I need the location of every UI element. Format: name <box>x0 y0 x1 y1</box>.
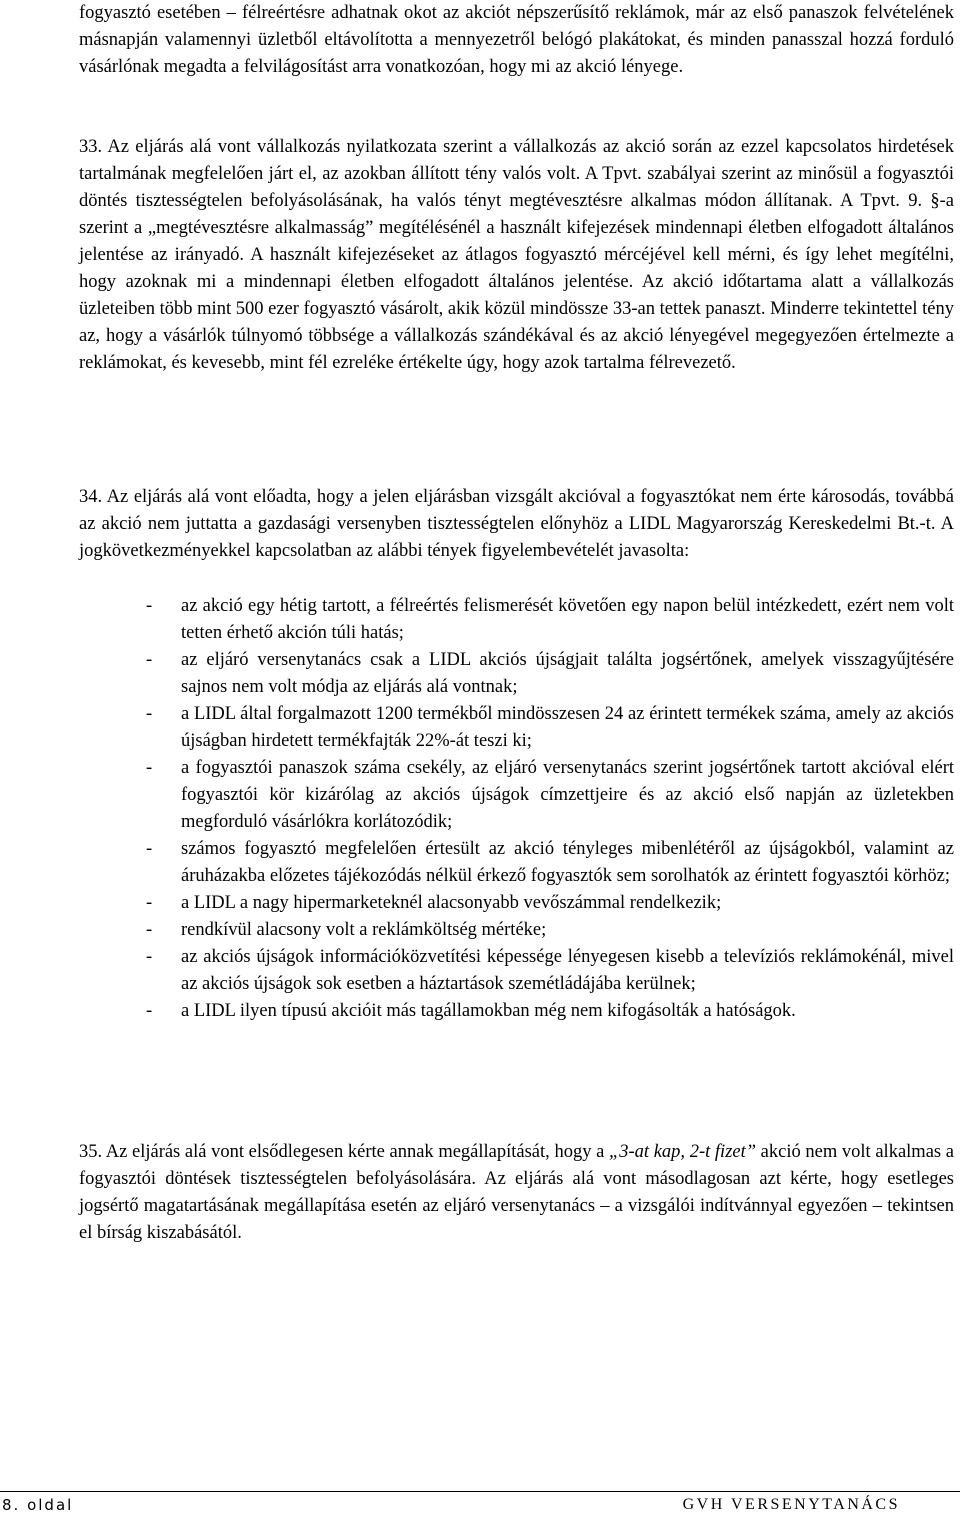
dash-list <box>79 593 954 1025</box>
footer-page-number: 8. oldal <box>2 1496 74 1514</box>
list-dash: - <box>146 596 153 616</box>
list-item <box>79 755 954 836</box>
paragraph-34: 34. Az eljárás alá vont előadta, hogy a jelen eljárásban vizsgált akcióval a fogyasztókat nem érte károsodás, továbbá az akció nem juttatta a gazdasági versenyben tisztességtelen előnyhöz a LIDL Magyarország Kereskedelmi Bt.-t. A jogkövetkezményekkel kapcsolatban az alábbi tények figyelembevételét javasolta: <box>79 487 954 561</box>
footer-divider <box>0 1491 960 1492</box>
list-dash: - <box>146 650 153 670</box>
footer-organization: GVH VERSENYTANÁCS <box>682 1496 900 1513</box>
list-dash: - <box>146 704 153 724</box>
paragraph-33: 33. Az eljárás alá vont vállalkozás nyilatkozata szerint a vállalkozás az akció során az ezzel kapcsolatos hirdetések tartalmának megfelelően járt el, az azokban állított tény valós volt. A Tpvt. szabályai szerint az minősül a fogyasztói döntés tisztességtelen befolyásolásának, ha valós tényt megtévesztésre alkalmas módon állítanak. A Tpvt. 9. §-a szerint a „megtévesztésre alkalmasság” megítélésénél a használt kifejezések mindennapi életben elfogadott általános jelentése az irányadó. A használt kifejezéseket az átlagos fogyasztó mércéjével kell mérni, és így lehet megítélni, hogy azoknak mi a mindennapi életben elfogadott általános jelentése. Az akció időtartama alatt a vállalkozás üzleteiben több mint 500 ezer fogyasztó vásárolt, akik közül mindössze 33-an tettek panaszt. Minderre tekintettel tény az, hogy a vásárlók túlnyomó többsége a vállalkozás szándékával és az akció lényegével megegyezően értelmezte a reklámokat, és kevesebb, mint fél ezreléke értékelte úgy, hogy azok tartalma félrevezető. <box>79 137 954 373</box>
list-item-text: rendkívül alacsony volt a reklámköltség mértéke; <box>181 920 547 940</box>
list-item <box>79 917 954 944</box>
list-item-text: a LIDL által forgalmazott 1200 termékből mindösszesen 24 az érintett termékek száma, amely az akciós újságban hirdetett termékfajták 22%-át teszi ki; <box>181 704 954 751</box>
list-dash: - <box>146 758 153 778</box>
list-item <box>79 998 954 1025</box>
paragraph-intro: fogyasztó esetében – félreértésre adhatnak okot az akciót népszerűsítő reklámok, már az első panaszok felvételének másnapján valamennyi üzletből eltávolította a mennyezetről belógó plakátokat, és minden panasszal hozzá forduló vásárlónak megadta a felvilágosítást arra vonatkozóan, hogy mi az akció lényege. <box>79 3 954 77</box>
list-item <box>79 944 954 998</box>
paragraph-35 <box>79 1139 954 1247</box>
paragraph-35-promo-quote: „3-at kap, 2-t fizet” <box>608 1142 757 1162</box>
list-dash: - <box>146 893 153 913</box>
list-dash: - <box>146 1001 153 1021</box>
list-item <box>79 890 954 917</box>
paragraph-35-end: akció nem volt alkalmas a fogyasztói döntések tisztességtelen befolyásolására. Az eljárás alá vont másodlagosan azt kérte, hogy esetleges jogsértő magatartásának megállapítása esetén az eljáró versenytanács – a vizsgálói indítvánnyal egyezően – tekintsen el bírság kiszabásától. <box>79 1142 954 1243</box>
paragraph-35-start: 35. Az eljárás alá vont elsődlegesen kérte annak megállapítását, hogy a <box>79 1142 609 1162</box>
list-item-text: számos fogyasztó megfelelően értesült az akció tényleges mibenlétéről az újságokból, valamint az áruházakba előzetes tájékozódás nélkül érkező fogyasztók sem sorolhatók az érintett fogyasztói körhöz; <box>181 839 954 886</box>
list-dash: - <box>146 947 153 967</box>
list-item-text: a LIDL ilyen típusú akcióit más tagállamokban még nem kifogásolták a hatóságok. <box>181 1001 796 1021</box>
list-dash: - <box>146 920 153 940</box>
list-item-text: a fogyasztói panaszok száma csekély, az eljáró versenytanács szerint jogsértőnek tartott akcióval elért fogyasztói kör kizárólag az akciós újságok címzettjeire és az akció első napján az üzletekben megforduló vásárlókra korlátozódik; <box>181 758 954 832</box>
list-item <box>79 701 954 755</box>
list-item-text: a LIDL a nagy hipermarketeknél alacsonyabb vevőszámmal rendelkezik; <box>181 893 722 913</box>
list-item <box>79 836 954 890</box>
list-item <box>79 593 954 647</box>
list-item-text: az akció egy hétig tartott, a félreértés felismerését követően egy napon belül intézkedett, ezért nem volt tetten érhető akción túli hatás; <box>181 596 954 643</box>
list-item <box>79 647 954 701</box>
list-item-text: az akciós újságok információközvetítési képessége lényegesen kisebb a televíziós reklámokénál, mivel az akciós újságok sok esetben a háztartások szemétládájába kerülnek; <box>181 947 954 994</box>
list-item-text: az eljáró versenytanács csak a LIDL akciós újságjait találta jogsértőnek, amelyek visszagyűjtésére sajnos nem volt módja az eljárás alá vontnak; <box>181 650 954 697</box>
list-dash: - <box>146 839 153 859</box>
